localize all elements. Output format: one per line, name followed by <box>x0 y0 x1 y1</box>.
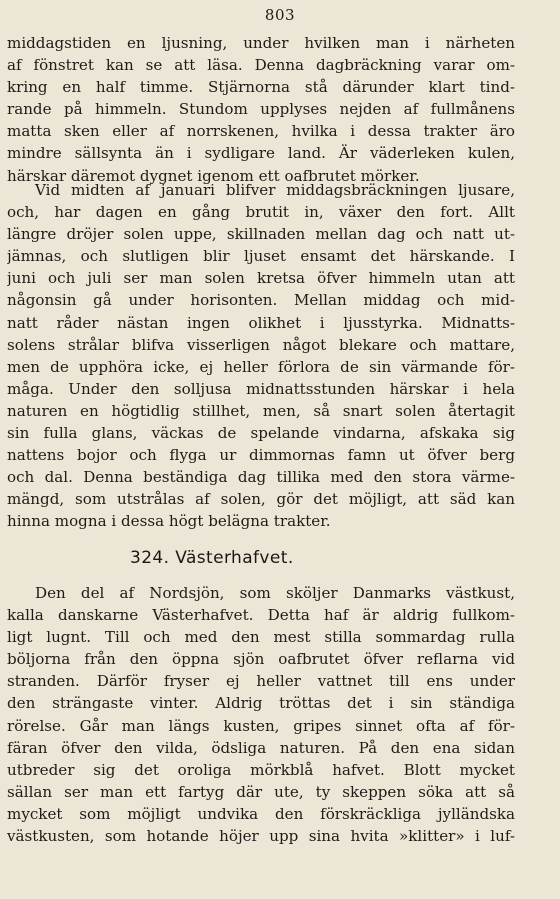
text-line: nattens bojor och flyga ur dimmornas famn ut öfver berg <box>7 446 515 465</box>
text-line: rande på himmeln. Stundom upplyses nejden af fullmånens <box>7 100 515 119</box>
paragraph-1 <box>7 32 515 187</box>
text-line: solens strålar blifva visserligen något blekare och mattare, <box>7 335 515 354</box>
text-line: juni och juli ser man solen kretsa öfver himmeln utan att <box>7 269 515 288</box>
text-line: färan öfver den vilda, ödsliga naturen. På den ena sidan <box>7 738 515 757</box>
text-line: längre dröjer solen uppe, skillnaden mellan dag och natt ut- <box>7 225 515 244</box>
text-line: jämnas, och slutligen blir ljuset ensamt det härskande. I <box>7 247 515 266</box>
text-line: naturen en högtidlig stillhet, men, så snart solen återtagit <box>7 401 515 420</box>
text-line: men de upphöra icke, ej heller förlora de sin värmande för- <box>7 357 515 376</box>
text-line: natt råder nästan ingen olikhet i ljusstyrka. Midnatts- <box>7 313 515 332</box>
text-line: hinna mogna i dessa högt belägna trakter. <box>7 512 331 531</box>
text-line: Vid midten af januari blifver middagsbräckningen ljusare, <box>35 181 515 199</box>
text-line: rörelse. Går man längs kusten, gripes sinnet ofta af för- <box>7 716 515 735</box>
text-line: kalla danskarne Västerhafvet. Detta haf är aldrig fullkom- <box>7 606 515 625</box>
text-line: mindre sällsynta än i sydligare land. Är väderleken kulen, <box>7 144 515 163</box>
text-line: härskar däremot dygnet igenom ett oafbrutet mörker. <box>7 166 420 185</box>
text-line: västkusten, som hotande höjer upp sina hvita »klitter» i luf- <box>7 827 515 846</box>
text-line: af fönstret kan se att läsa. Denna dagbräckning varar om- <box>7 56 515 75</box>
text-line: mängd, som utstrålas af solen, gör det möjligt, att säd kan <box>7 490 515 509</box>
text-line: matta sken eller af norrskenen, hvilka i dessa trakter äro <box>7 122 515 141</box>
paragraph-2 <box>7 179 515 533</box>
text-line: stranden. Därför fryser ej heller vattnet till ens under <box>7 672 515 691</box>
text-line: måga. Under den solljusa midnattsstunden härskar i hela <box>7 379 515 398</box>
text-line: sällan ser man ett fartyg där ute, ty skeppen söka att så <box>7 782 515 801</box>
text-line: middagstiden en ljusning, under hvilken man i närheten <box>7 34 515 52</box>
text-line: och dal. Denna beständiga dag tillika med den stora värme- <box>7 468 515 487</box>
text-line: utbreder sig det oroliga mörkblå hafvet. Blott mycket <box>7 760 515 779</box>
text-line: mycket som möjligt undvika den förskräckliga jylländska <box>7 804 515 823</box>
text-line: någonsin gå under horisonten. Mellan middag och mid- <box>7 291 515 310</box>
text-line: och, har dagen en gång brutit in, växer den fort. Allt <box>7 203 515 222</box>
page-number: 803 <box>264 6 296 24</box>
paragraph-3 <box>7 582 515 847</box>
text-line: ligt lugnt. Till och med den mest stilla sommardag rulla <box>7 628 515 647</box>
text-line: böljorna från den öppna sjön oafbrutet öfver reflarna vid <box>7 650 515 669</box>
text-line: Den del af Nordsjön, som sköljer Danmarks västkust, <box>35 584 515 602</box>
section-heading: 324. Västerhafvet. <box>130 548 294 568</box>
text-line: sin fulla glans, väckas de spelande vindarna, afskaka sig <box>7 424 515 443</box>
text-line: den strängaste vinter. Aldrig tröttas det i sin ständiga <box>7 694 515 713</box>
text-line: kring en half timme. Stjärnorna stå därunder klart tind- <box>7 78 515 97</box>
